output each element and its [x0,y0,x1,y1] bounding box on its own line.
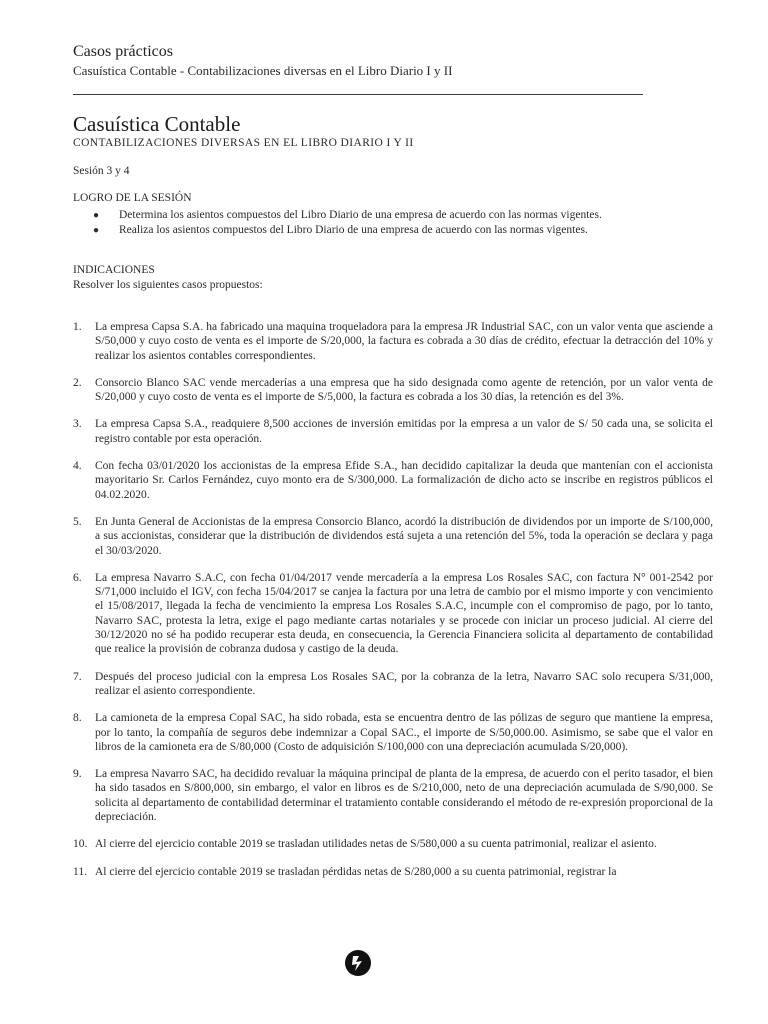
logro-item [73,223,713,238]
case-number: 2. [73,376,82,389]
logro-list [73,208,713,238]
case-text: La empresa Capsa S.A. ha fabricado una maquina troqueladora para la empresa JR Industrial SAC, con un valor venta que asciende a S/50,000 y cuyo costo de venta es el importe de S/20,000, la factura es cobrada a 30 días de crédito, efectuar la detracción del 10% y realizar los asientos contables correspondientes. [95,321,713,362]
case-item [73,571,713,657]
case-text: Consorcio Blanco SAC vende mercaderías a una empresa que ha sido designada como agente de retención, por un valor venta de S/20,000 y cuyo costo de venta es el importe de S/5,000, la factura es cobrada a los 30 días, la retención es del 3%. [95,376,713,404]
logro-heading: LOGRO DE LA SESIÓN [73,192,192,204]
logro-item [73,208,713,223]
cases-list [73,320,713,892]
header-subtitle: Casuística Contable - Contabilizaciones diversas en el Libro Diario I y II [73,63,453,78]
case-item [73,515,713,558]
case-text: Después del proceso judicial con la empresa Los Rosales SAC, por la cobranza de la letra, Navarro SAC solo recupera S/31,000, realizar el asiento correspondiente. [95,670,713,697]
document-subtitle: CONTABILIZACIONES DIVERSAS EN EL LIBRO DIARIO I Y II [73,137,414,149]
case-number: 6. [73,571,82,584]
logro-item-text: Realiza los asientos compuestos del Libro Diario de una empresa de acuerdo con las normas vigentes. [119,224,588,236]
logro-item-text: Determina los asientos compuestos del Libro Diario de una empresa de acuerdo con las normas vigentes. [119,209,602,221]
case-number: 9. [73,768,82,781]
hands-logo-icon [343,948,373,978]
case-text: La empresa Capsa S.A., readquiere 8,500 acciones de inversión emitidas por la empresa a un valor de S/ 50 cada una, se solicita el registro contable por esta operación. [95,418,713,445]
case-item [73,865,713,879]
case-number: 8. [73,712,82,725]
case-text: La empresa Navarro S.A.C, con fecha 01/04/2017 vende mercadería a la empresa Los Rosales SAC, con factura N° 001-2542 por S/71,000 incluido el IGV, con fecha 15/04/2017 se canjea la factura por una letra de cambio por el mismo importe y con vencimiento el 15/08/2017, llegada la fecha de vencimiento la empresa Los Rosales S.A.C, incumple con el compromiso de pago, por lo tanto, Navarro SAC, protesta la letra, exige el pago mediante cartas notariales y se procede con iniciar un proceso judicial. Al cierre del 30/12/2020 no sé ha podido recuperar esta deuda, en consecuencia, la Gerencia Financiera solicita al departamento de contabilidad que realice la provisión de cobranza dudosa y castigo de la deuda. [95,571,713,656]
case-text: La empresa Navarro SAC, ha decidido revaluar la máquina principal de planta de la empresa, de acuerdo con el perito tasador, el bien ha sido tasados en S/800,000, sin embargo, el valor en libros es de S/210,000, neto de una depreciación acumulada de S/90,000. Se solicita al departamento de contabilidad determinar el tratamiento contable considerando el método de re-expresión proporcional de la depreciación. [95,768,713,824]
case-number: 7. [73,670,82,683]
case-number: 4. [73,460,82,473]
case-text: Al cierre del ejercicio contable 2019 se trasladan pérdidas netas de S/280,000 a su cuenta patrimonial, registrar la [95,865,617,878]
bullet-icon: ● [93,210,100,221]
case-number: 5. [73,515,82,528]
case-item [73,670,713,699]
header-divider [73,94,643,95]
case-item [73,711,713,754]
case-item [73,837,713,851]
case-number: 3. [73,418,82,431]
indicaciones-text: Resolver los siguientes casos propuestos: [73,279,263,291]
logo-graphic [343,948,373,978]
case-item [73,376,713,405]
indicaciones-heading: INDICACIONES [73,264,155,276]
header-title: Casos prácticos [73,43,173,60]
case-item [73,320,713,363]
session-label: Sesión 3 y 4 [73,165,130,177]
case-number: 10. [73,838,88,851]
case-item [73,459,713,502]
bullet-icon: ● [93,225,100,236]
case-item [73,417,713,446]
case-text: La camioneta de la empresa Copal SAC, ha sido robada, esta se encuentra dentro de las pólizas de seguro que mantiene la empresa, por lo tanto, la compañía de seguros debe indemnizar a Copal SAC., el importe de S/50,000.00. Asimismo, se sabe que el valor en libros de la camioneta era de S/80,000 (Costo de adquisición S/100,000 con una depreciación acumulada S/20,000). [95,712,713,753]
case-text: Con fecha 03/01/2020 los accionistas de la empresa Efide S.A., han decidido capitalizar la deuda que mantenían con el accionista mayoritario Sr. Carlos Fernández, cuyo monto era de S/300,000. La formalización de dicho acto se inscribe en registros públicos el 04.02.2020. [95,460,713,501]
case-number: 11. [73,865,87,878]
case-number: 1. [73,321,82,333]
case-item [73,767,713,824]
case-text: En Junta General de Accionistas de la empresa Consorcio Blanco, acordó la distribución de dividendos por un importe de S/100,000, a sus accionistas, considerar que la distribución de dividendos está sujeta a una retención del 5%, toda la operación se declara y paga el 30/03/2020. [95,515,713,557]
document-title: Casuística Contable [73,112,241,136]
case-text: Al cierre del ejercicio contable 2019 se trasladan utilidades netas de S/580,000 a su cuenta patrimonial, realizar el asiento. [95,838,657,851]
